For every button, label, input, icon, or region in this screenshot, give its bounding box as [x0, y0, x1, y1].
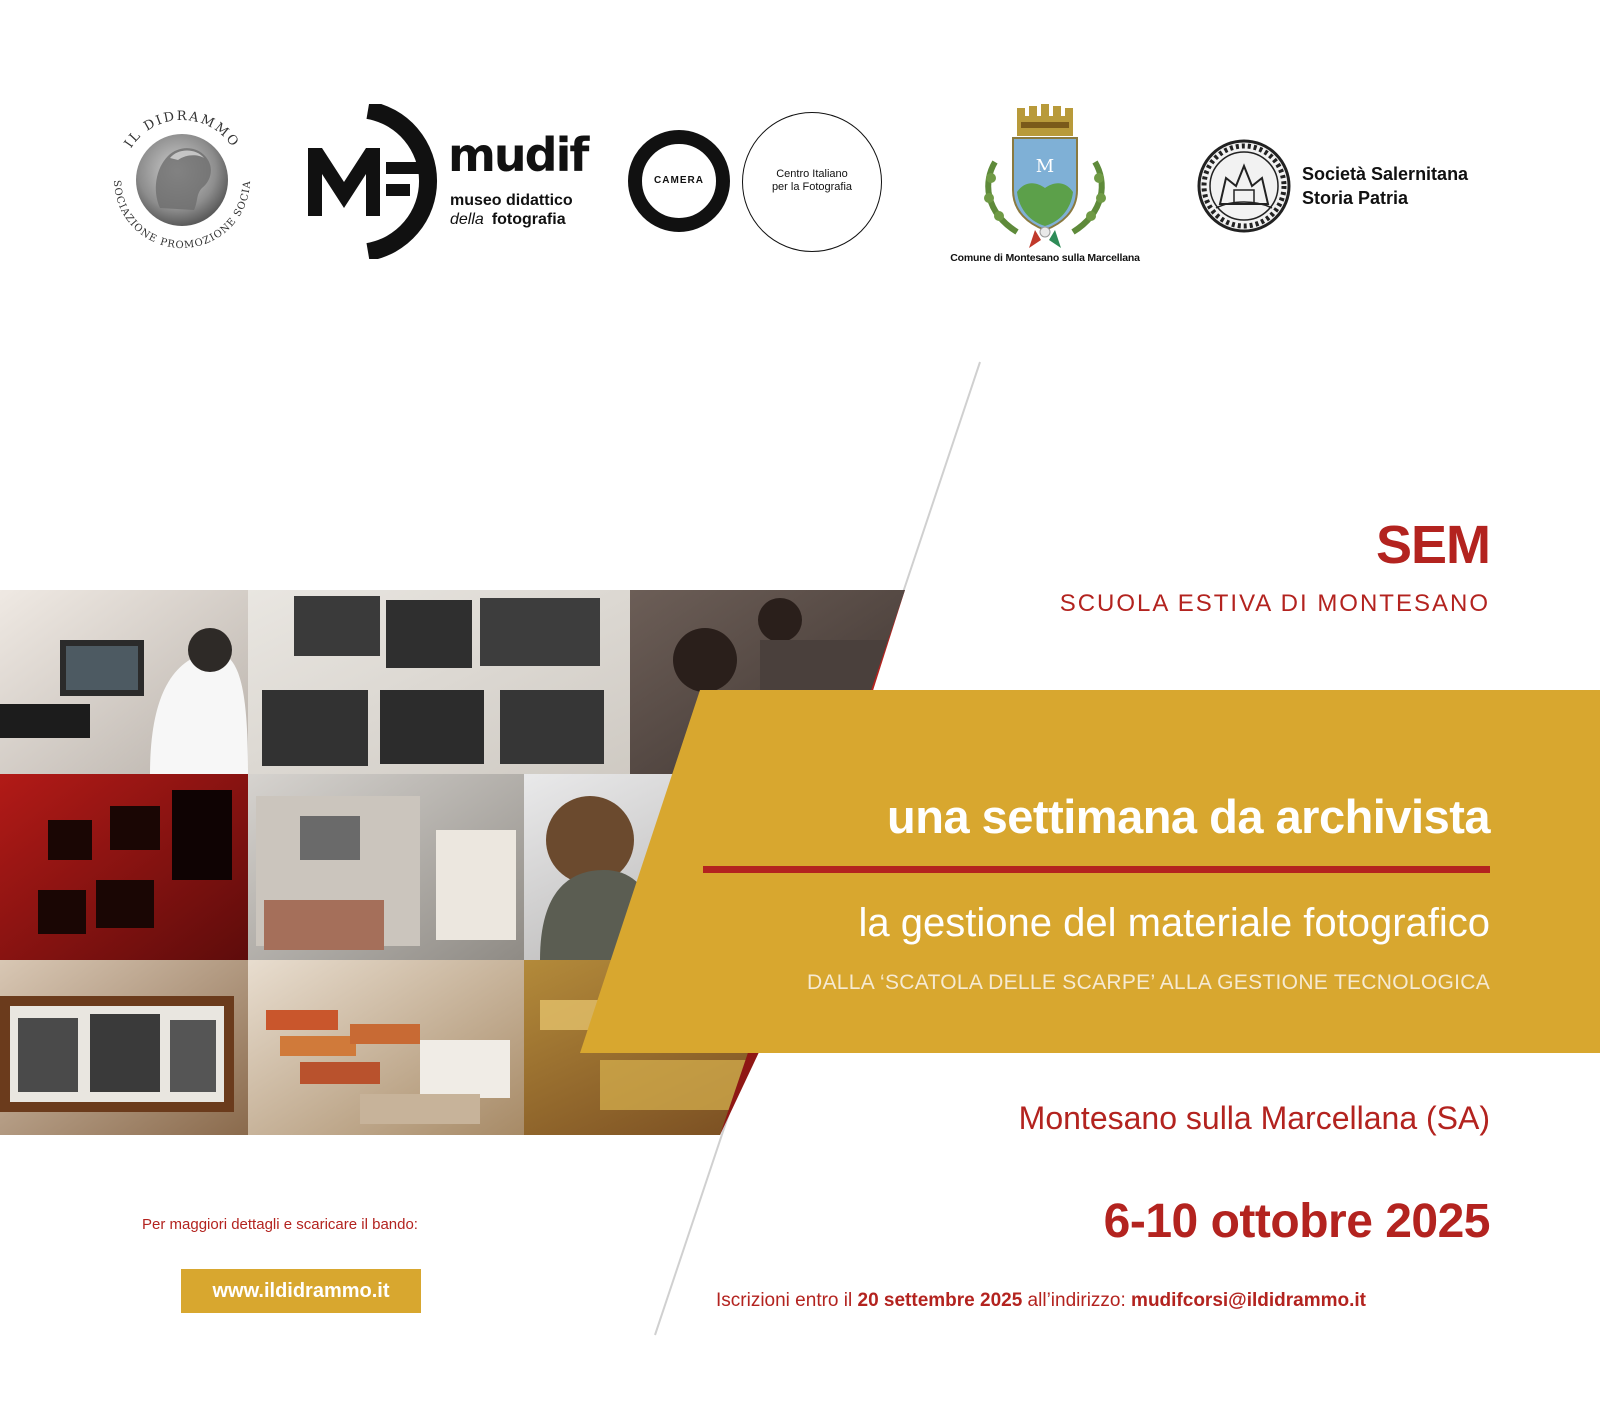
camera-wordmark: CAMERA [654, 175, 704, 186]
registration-deadline: 20 settembre 2025 [857, 1290, 1023, 1311]
website-link-button[interactable]: www.ildidrammo.it [181, 1269, 421, 1313]
event-place: Montesano sulla Marcellana (SA) [1018, 1100, 1490, 1136]
registration-middle: all’indirizzo: [1022, 1290, 1132, 1311]
mudif-line1: museo didattico [450, 192, 573, 209]
didrammo-ring-top: IL DIDRAMMO [121, 108, 243, 151]
headline-divider [703, 866, 1490, 873]
event-dates: 6-10 ottobre 2025 [1103, 1195, 1490, 1248]
comune-caption: Comune di Montesano sulla Marcellana [950, 252, 1140, 264]
school-name: SCUOLA ESTIVA DI MONTESANO [1059, 590, 1490, 617]
centro-line2: per la Fotografia [771, 181, 853, 193]
salernitana-line1: Società Salernitana [1302, 164, 1469, 184]
mudif-line2-italic: della [450, 211, 484, 228]
svg-text:M: M [1035, 156, 1055, 177]
registration-email-link[interactable]: mudifcorsi@ildidrammo.it [1131, 1290, 1366, 1311]
subheadline: la gestione del materiale fotografico [858, 901, 1490, 945]
more-info-label: Per maggiori dettagli e scaricare il bando: [142, 1216, 418, 1233]
sem-acronym: SEM [1375, 515, 1490, 575]
registration-line [716, 1290, 1366, 1312]
mudif-line2-bold: fotografia [491, 211, 566, 228]
mudif-wordmark: mudif [448, 128, 588, 182]
salernitana-line2: Storia Patria [1302, 188, 1409, 208]
didrammo-ring-bottom: SOCIAZIONE PROMOZIONE SOCIA [110, 179, 254, 252]
centro-line1: Centro Italiano [776, 168, 848, 180]
tagline: DALLA ‘SCATOLA DELLE SCARPE’ ALLA GESTIONE TECNOLOGICA [806, 971, 1490, 994]
headline: una settimana da archivista [887, 790, 1490, 843]
registration-prefix: Iscrizioni entro il [716, 1290, 858, 1311]
